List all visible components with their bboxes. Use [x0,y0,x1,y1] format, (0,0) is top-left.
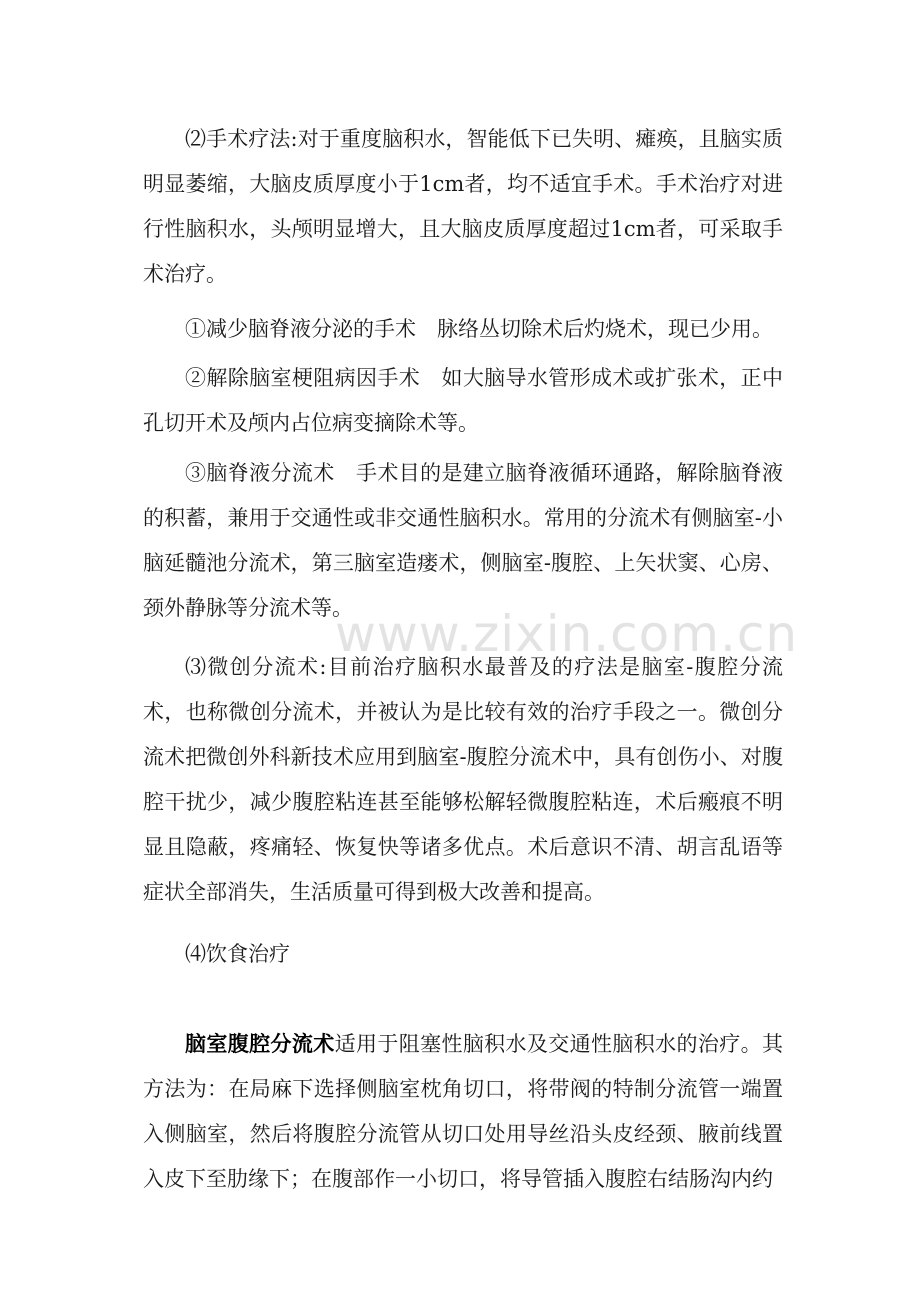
watermark: www.zixin.com.cn [335,605,799,663]
paragraph-reduce-csf-secretion: ①减少脑脊液分泌的手术 脉络丛切除术后灼烧术，现已少用。 [185,317,773,341]
paragraph-surgical-therapy: ⑵手术疗法:对于重度脑积水，智能低下已失明、瘫痪，且脑实质明显萎缩，大脑皮质厚度小于1cm者，均不适宜手术。手术治疗对进行性脑积水，头颅明显增大，且大脑皮质厚度超过1cm者，可采取手术治疗。 [143,127,783,286]
paragraph-vp-shunt-text: 适用于阻塞性脑积水及交通性脑积水的治疗。其方法为：在局麻下选择侧脑室枕角切口，将带阀的特制分流管一端置入侧脑室，然后将腹腔分流管从切口处用导丝沿头皮经颈、腋前线置入皮下至肋缘下；在腹部作一小切口，将导管插入腹腔右结肠沟内约 [143,1032,783,1191]
paragraph-diet-therapy: ⑷饮食治疗 [185,942,290,966]
paragraph-vp-shunt [143,1022,783,1202]
bold-term: 脑室腹腔分流术 [185,1032,335,1056]
paragraph-csf-shunt: ③脑脊液分流术 手术目的是建立脑脊液循环通路，解除脑脊液的积蓄，兼用于交通性或非交通性脑积水。常用的分流术有侧脑室-小脑延髓池分流术，第三脑室造瘘术，侧脑室-腹腔、上矢状窦、心房、颈外静脉等分流术等。 [143,461,783,620]
paragraph-minimally-invasive-shunt: ⑶微创分流术:目前治疗脑积水最普及的疗法是脑室-腹腔分流术，也称微创分流术，并被认为是比较有效的治疗手段之一。微创分流术把微创外科新技术应用到脑室-腹腔分流术中，具有创伤小、对腹腔干扰少，减少腹腔粘连甚至能够松解轻微腹腔粘连，术后瘢痕不明显且隐蔽，疼痛轻、恢复快等诸多优点。术后意识不清、胡言乱语等症状全部消失，生活质量可得到极大改善和提高。 [143,655,783,904]
paragraph-relieve-obstruction: ②解除脑室梗阻病因手术 如大脑导水管形成术或扩张术，正中孔切开术及颅内占位病变摘除术等。 [143,366,783,435]
